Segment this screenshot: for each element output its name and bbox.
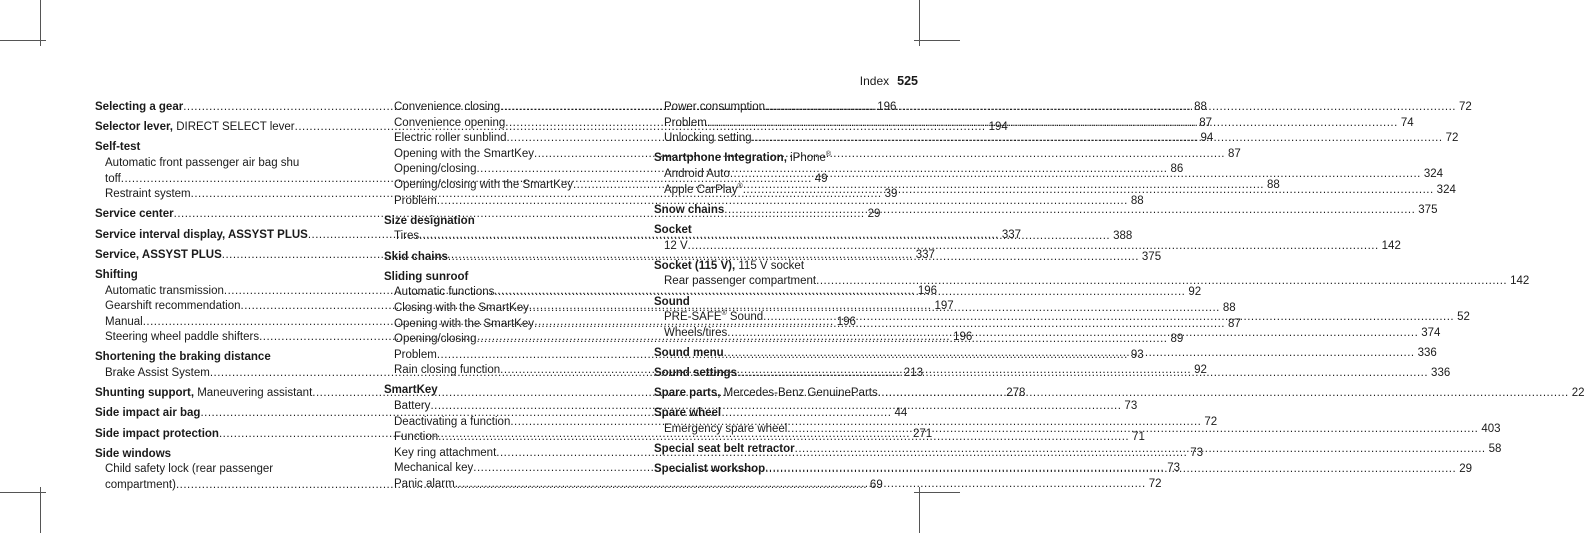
entry-term — [654, 366, 737, 382]
entry-term — [105, 478, 176, 494]
entry-text: Specialist workshop — [654, 463, 766, 476]
entry-text: Panic alarm — [394, 478, 455, 491]
entry-term — [654, 259, 804, 275]
entry-text: Deactivating a function — [394, 415, 511, 428]
leader-dots — [765, 100, 1456, 116]
page-number: 525 — [897, 74, 918, 88]
entry-page-number: 213 — [903, 367, 923, 380]
entry-text: Convenience opening — [394, 116, 506, 129]
entry-page-number: 196 — [953, 331, 973, 344]
leader-dots — [737, 366, 1428, 382]
crop-mark — [0, 492, 46, 493]
entry-text: Opening/closing — [394, 333, 477, 346]
entry-page-number: 196 — [836, 315, 856, 328]
entry-term — [664, 100, 765, 116]
entry-text: Unlocking setting — [664, 132, 752, 145]
entry-page-number: 87 — [1199, 116, 1213, 129]
entry-text: Sound settings — [654, 367, 738, 380]
entry-text: 12 V — [664, 239, 688, 252]
entry-page-number: 278 — [1006, 387, 1026, 400]
entry-term — [95, 268, 138, 284]
entry-term — [105, 299, 241, 315]
index-entry — [654, 295, 890, 311]
entry-page-number: 324 — [1436, 183, 1456, 196]
entry-term — [95, 248, 222, 264]
entry-term — [394, 178, 573, 194]
entry-page-number: 72 — [1458, 101, 1472, 113]
entry-page-number: 196 — [917, 284, 938, 297]
entry-page-number: 142 — [1510, 275, 1530, 288]
entry-text: Problem — [394, 194, 437, 207]
entry-page-number: 49 — [814, 172, 828, 185]
entry-term — [654, 442, 795, 458]
entry-page-number: 29 — [867, 208, 881, 221]
entry-text: Opening with the SmartKey — [394, 317, 534, 330]
crop-mark — [40, 487, 41, 533]
entry-text: Special seat belt retractor — [654, 443, 795, 456]
entry-term — [105, 172, 121, 188]
leader-dots — [765, 462, 1456, 478]
entry-page-number: 74 — [1400, 116, 1414, 129]
entry-text: Opening with the SmartKey — [394, 147, 534, 160]
entry-term — [105, 366, 210, 382]
entry-term — [394, 348, 437, 364]
index-entry — [654, 406, 890, 422]
entry-text: Battery — [394, 400, 431, 413]
entry-text: Wheels/tires — [664, 326, 728, 339]
entry-term — [95, 386, 312, 402]
entry-page-number: 87 — [1227, 317, 1241, 330]
entry-term — [394, 461, 473, 477]
leader-dots — [455, 477, 1146, 493]
entry-term — [384, 270, 468, 286]
entry-page-number: 73 — [1190, 446, 1204, 459]
leader-dots — [724, 346, 1415, 362]
entry-text: Sound menu — [654, 346, 724, 359]
entry-text: Self-test — [95, 141, 141, 154]
entry-term — [654, 203, 724, 219]
leader-dots — [763, 310, 1454, 326]
index-entry — [384, 270, 617, 286]
entry-page-number: 71 — [1132, 431, 1145, 444]
entry-text: Child safety lock (rear passenger — [105, 463, 274, 476]
registered-mark: ® — [825, 151, 832, 159]
index-entry — [654, 151, 890, 167]
entry-text: Brake Assist System — [105, 367, 210, 380]
entry-term — [105, 187, 191, 203]
entry-page-number: 403 — [1481, 423, 1501, 436]
entry-page-number: 94 — [1200, 132, 1214, 145]
entry-page-number: 336 — [1431, 367, 1451, 380]
entry-page-number: 324 — [1423, 167, 1444, 180]
entry-text: Side windows — [95, 447, 172, 460]
entry-term — [664, 116, 707, 132]
registered-mark: ® — [737, 182, 743, 190]
entry-page-number: 44 — [894, 407, 908, 420]
entry-page-number: 88 — [1130, 194, 1144, 207]
entry-subterm: iPhone — [786, 152, 826, 165]
entry-page-number: 196 — [877, 101, 897, 113]
entry-text: Gearshift recommendation — [105, 300, 241, 313]
entry-term — [654, 462, 765, 478]
index-entry — [384, 383, 617, 399]
entry-term — [664, 422, 787, 438]
entry-term — [384, 214, 475, 230]
entry-text: Side impact air bag — [95, 407, 201, 420]
entry-page-number: 69 — [869, 479, 883, 491]
entry-term — [95, 350, 271, 366]
entry-term — [394, 332, 476, 348]
entry-term — [394, 131, 507, 147]
entry-term — [654, 223, 692, 239]
entry-text: toff — [105, 172, 121, 185]
entry-term — [384, 383, 438, 399]
entry-page-number: 39 — [884, 188, 898, 201]
index-entry — [384, 214, 617, 230]
index-entry — [654, 223, 890, 239]
entry-term — [654, 386, 878, 402]
entry-page-number: 73 — [1167, 462, 1181, 475]
entry-page-number: 73 — [1124, 400, 1138, 413]
entry-page-number: 88 — [1266, 178, 1280, 191]
entry-text: Rain closing function — [394, 364, 501, 377]
entry-page-number: 72 — [1148, 478, 1162, 491]
leader-dots — [730, 167, 1421, 183]
entry-text: Problem — [664, 116, 707, 129]
entry-page-number: 337 — [915, 248, 935, 261]
entry-term — [394, 446, 496, 462]
entry-text: Electric roller sunblind — [394, 132, 507, 145]
entry-page-number: 337 — [1001, 228, 1022, 241]
entry-text: compartment) — [105, 479, 176, 491]
entry-term — [105, 156, 299, 172]
entry-page-number: 92 — [1188, 286, 1202, 299]
leader-dots — [787, 422, 1478, 438]
entry-page-number: 336 — [1417, 346, 1437, 359]
entry-term — [95, 207, 174, 223]
entry-page-number: 29 — [1459, 463, 1472, 476]
index-entry — [654, 274, 1530, 290]
entry-text: Socket (115 V), — [654, 259, 736, 272]
entry-text: Shunting support, — [95, 387, 195, 400]
entry-page-number: 142 — [1381, 239, 1401, 252]
entry-text: Snow chains — [654, 203, 725, 216]
entry-text: Steering wheel paddle shifters — [105, 331, 260, 344]
entry-term — [95, 140, 140, 156]
index-entry — [95, 462, 328, 478]
entry-page-number: 93 — [1130, 348, 1144, 361]
entry-term — [95, 120, 295, 136]
entry-text: Shortening the braking distance — [95, 351, 271, 364]
entry-text: PRE-SAFE — [664, 311, 722, 324]
entry-text: SmartKey — [384, 384, 438, 397]
entry-text: Closing with the SmartKey — [394, 301, 529, 314]
leader-dots — [878, 386, 1569, 402]
section-title: Index — [859, 74, 890, 88]
entry-page-number: 374 — [1421, 326, 1441, 339]
entry-term — [664, 274, 816, 290]
index-entry — [654, 203, 1438, 219]
entry-page-number: 72 — [1204, 415, 1218, 428]
entry-text: Service center — [95, 208, 174, 221]
crop-mark — [914, 40, 960, 41]
entry-term — [664, 183, 743, 199]
entry-term — [394, 285, 494, 301]
entry-term — [394, 147, 534, 163]
entry-page-number: 388 — [1113, 230, 1133, 243]
entry-text: Apple CarPlay — [664, 183, 738, 196]
entry-term — [105, 315, 143, 331]
entry-text: Shifting — [95, 268, 138, 281]
entry-text: Power consumption — [664, 101, 765, 113]
entry-text: Size designation — [384, 214, 475, 227]
entry-term — [664, 310, 763, 326]
entry-term — [105, 330, 259, 346]
crop-mark — [0, 40, 46, 41]
entry-term — [664, 239, 688, 255]
entry-term — [394, 477, 455, 493]
entry-term — [394, 301, 529, 317]
entry-page-number: 86 — [1170, 163, 1184, 176]
entry-text: Opening/closing — [394, 163, 477, 176]
entry-page-number: 58 — [1488, 443, 1502, 456]
entry-text: Sliding sunroof — [384, 270, 469, 283]
entry-term — [105, 284, 224, 300]
entry-subterm: DIRECT SELECT lever — [173, 121, 295, 134]
entry-term — [394, 194, 437, 210]
entry-text: Key ring attachment — [394, 446, 497, 459]
entry-text: Service, ASSYST PLUS — [95, 248, 222, 261]
entry-text-cont: Sound — [726, 311, 764, 324]
entry-text: Rear passenger compartment — [664, 275, 817, 288]
entry-text: Opening/closing with the SmartKey — [394, 178, 573, 191]
entry-text: Selecting a gear — [95, 101, 184, 113]
entry-term — [95, 427, 219, 443]
entry-text: Spare wheel — [654, 407, 722, 420]
entry-term — [394, 162, 476, 178]
entry-term — [654, 346, 724, 362]
entry-page-number: 22 — [1571, 387, 1585, 400]
index-entry — [95, 447, 328, 463]
index-entry — [95, 350, 328, 366]
index-entry — [95, 156, 328, 172]
entry-page-number: 87 — [1227, 147, 1241, 160]
leader-dots — [724, 203, 1415, 219]
leader-dots — [707, 116, 1398, 132]
entry-subterm: 115 V socket — [735, 259, 805, 272]
entry-term — [384, 250, 448, 266]
leader-dots — [795, 442, 1486, 458]
entry-text: Convenience closing — [394, 101, 501, 113]
entry-page-number: 88 — [1194, 101, 1207, 113]
entry-term — [654, 295, 690, 311]
entry-page-number: 271 — [912, 427, 933, 440]
leader-dots — [816, 274, 1507, 290]
entry-text: Automatic front passenger air bag shu — [105, 156, 300, 169]
entry-term — [654, 151, 831, 167]
entry-text: Spare parts, — [654, 387, 721, 400]
entry-term — [394, 363, 500, 379]
entry-page-number: 197 — [934, 300, 954, 313]
entry-term — [394, 100, 500, 116]
entry-page-number: 92 — [1194, 364, 1207, 377]
entry-subterm: Mercedes-Benz GenuineParts — [720, 387, 878, 400]
entry-text: Emergency spare wheel — [664, 423, 788, 436]
entry-text: Selector lever, — [95, 121, 173, 134]
entry-text: Mechanical key — [394, 462, 474, 475]
entry-page-number: 194 — [988, 121, 1008, 134]
crop-mark — [919, 487, 920, 533]
entry-text: Side impact protection — [95, 427, 219, 440]
entry-term — [394, 317, 534, 333]
entry-term — [394, 430, 438, 446]
leader-dots — [727, 326, 1418, 342]
entry-page-number: 88 — [1222, 301, 1236, 314]
entry-term — [394, 229, 419, 245]
entry-page-number: 89 — [1170, 333, 1184, 346]
index-entry — [654, 259, 890, 275]
entry-text: Skid chains — [384, 250, 448, 263]
entry-page-number: 52 — [1457, 311, 1470, 324]
entry-text: Problem — [394, 348, 437, 361]
leader-dots — [752, 131, 1443, 147]
entry-subterm: Maneuvering assistant — [194, 387, 313, 400]
entry-term — [105, 462, 273, 478]
entry-text: Sound — [654, 295, 690, 308]
entry-text: Manual — [105, 315, 143, 328]
entry-term — [95, 406, 200, 422]
entry-term — [664, 326, 727, 342]
registered-mark: ® — [721, 310, 727, 318]
entry-term — [654, 406, 721, 422]
index-entry — [95, 268, 328, 284]
index-entry — [95, 140, 328, 156]
entry-text: Service interval display, ASSYST PLUS — [95, 228, 308, 241]
entry-page-number: 375 — [1141, 250, 1162, 263]
entry-text: Tires — [394, 230, 420, 243]
leader-dots — [743, 183, 1434, 199]
entry-term — [95, 447, 171, 463]
entry-term — [394, 399, 430, 415]
entry-term — [95, 100, 183, 116]
entry-text: Automatic functions — [394, 286, 495, 299]
entry-text: Function — [394, 431, 439, 444]
entry-term — [664, 167, 730, 183]
entry-term — [394, 415, 510, 431]
entry-text: Smartphone Integration, — [654, 152, 787, 165]
entry-text: Automatic transmission — [105, 284, 224, 297]
entry-page-number: 72 — [1445, 132, 1459, 145]
entry-text: Android Auto — [664, 167, 730, 180]
entry-term — [394, 116, 505, 132]
page-header — [860, 74, 918, 88]
entry-text: Socket — [654, 223, 692, 236]
entry-term — [95, 228, 308, 244]
entry-page-number: 375 — [1418, 203, 1438, 216]
leader-dots — [688, 239, 1379, 255]
entry-text: Restraint system — [105, 188, 191, 201]
entry-term — [664, 131, 752, 147]
